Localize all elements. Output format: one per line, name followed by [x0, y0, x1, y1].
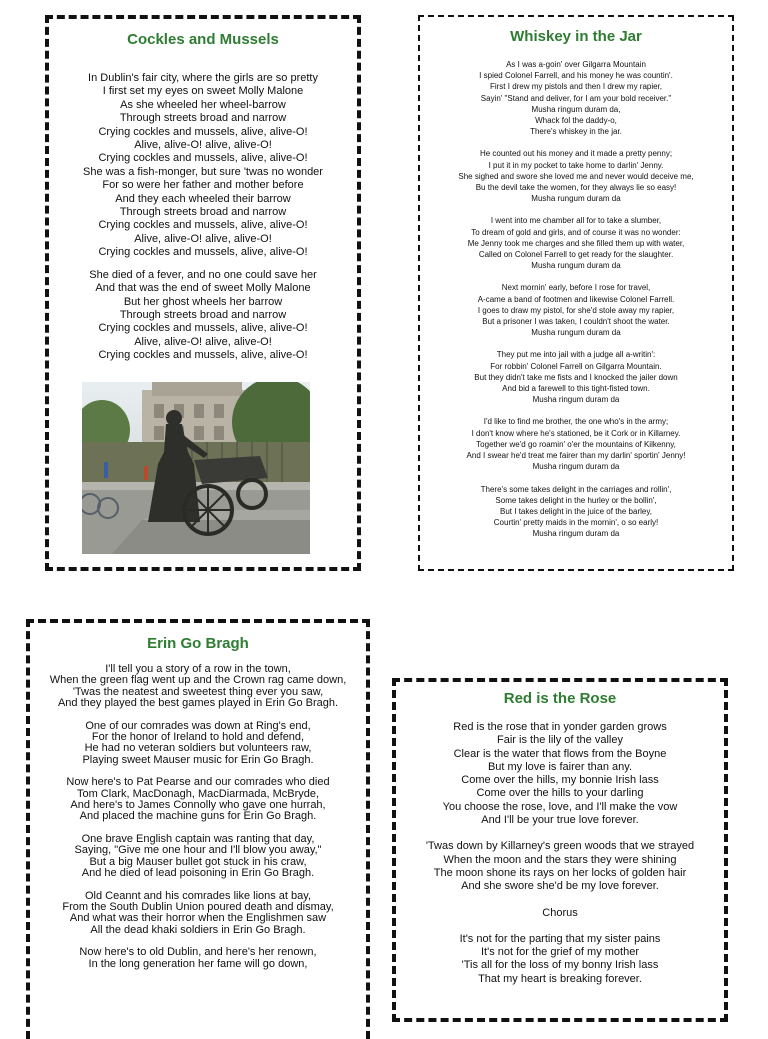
stanza — [396, 907, 724, 920]
lyric-line: Alive, alive-O! alive, alive-O! — [134, 232, 272, 245]
lyric-line: As she wheeled her wheel-barrow — [120, 98, 286, 111]
lyric-line: And they played the best games played in Erin Go Bragh. — [57, 697, 339, 710]
song-card-red-is-the-rose — [392, 678, 728, 1022]
lyric-line: And bid a farewell to this tight-fisted town. — [502, 384, 650, 394]
lyric-line: She sighed and swore she loved me and never would deceive me, — [458, 171, 694, 181]
lyric-line: You choose the rose, love, and I'll make the vow — [442, 800, 678, 813]
lyric-line: Next mornin' early, before I rose for travel, — [501, 283, 651, 293]
lyric-line: 'Tis all for the loss of my bonny Irish lass — [461, 959, 659, 972]
song-title: Cockles and Mussels — [127, 31, 279, 48]
lyric-line: Come over the hills to your darling — [476, 787, 644, 800]
stanza — [420, 484, 732, 540]
lyric-line: I first set my eyes on sweet Molly Malone — [102, 85, 304, 98]
lyric-line: Now here's to old Dublin, and here's her renown, — [79, 946, 317, 959]
stanza — [30, 777, 366, 823]
lyric-line: He had no veteran soldiers but volunteers raw, — [84, 742, 312, 755]
lyric-line: Some takes delight in the hurley or the bollin', — [495, 495, 657, 505]
song-card-erin-go-bragh — [26, 619, 370, 1039]
lyric-line: Crying cockles and mussels, alive, alive-O! — [98, 349, 308, 362]
lyric-line: Courtin' pretty maids in the mornin', o so early! — [493, 518, 659, 528]
lyric-line: Crying cockles and mussels, alive, alive-O! — [98, 219, 308, 232]
lyric-line: And what was their horror when the Englishmen saw — [69, 912, 327, 925]
lyric-line: To dream of gold and girls, and of course it was no wonder: — [471, 227, 681, 237]
lyric-line: Saying, "Give me one hour and I'll blow you away," — [74, 844, 322, 857]
lyric-line: Through streets broad and narrow — [119, 112, 287, 125]
lyric-line: And I'll be your true love forever. — [481, 814, 639, 827]
stanza — [420, 349, 732, 405]
lyric-line: And I swear he'd treat me fairer than my darlin' sportin' Jenny! — [466, 451, 686, 461]
lyric-line: When the green flag went up and the Crown rag came down, — [49, 674, 347, 687]
lyric-line: I went into me chamber all for to take a slumber, — [490, 216, 662, 226]
lyric-line: When the moon and the stars they were shining — [443, 853, 677, 866]
lyric-line: Sayin' "Stand and deliver, for I am your bold receiver." — [480, 93, 672, 103]
lyric-line: It's not for the grief of my mother — [481, 946, 639, 959]
lyric-line: Through streets broad and narrow — [119, 308, 287, 321]
lyric-line: I'd like to find me brother, the one who's in the army; — [483, 417, 669, 427]
lyric-line: But my love is fairer than any. — [487, 760, 633, 773]
stanza — [420, 215, 732, 271]
lyric-line: Musha ringum duram da — [532, 529, 620, 539]
stanza — [49, 72, 357, 260]
lyric-line: As I was a-goin' over Gilgarra Mountain — [506, 60, 646, 69]
lyric-line: But I takes delight in the juice of the barley, — [500, 506, 652, 516]
lyric-line: 'Twas down by Killarney's green woods that we strayed — [425, 840, 695, 853]
lyric-line: Musha rungum duram da — [531, 194, 621, 204]
molly-malone-statue-photo — [82, 382, 310, 554]
lyric-line: Musha ringum duram da, — [531, 104, 621, 114]
stanza — [396, 840, 724, 893]
lyric-line: And here's to James Connolly who gave one hurrah, — [70, 799, 326, 812]
lyric-line: Whack fol the daddy-o, — [535, 116, 617, 126]
lyric-line: There's some takes delight in the carriages and rollin', — [480, 484, 672, 494]
lyric-line: For so were her father and mother before — [102, 179, 304, 192]
lyric-line: All the dead khaki soldiers in Erin Go Bragh. — [90, 923, 306, 936]
stanza — [30, 891, 366, 937]
song-title: Red is the Rose — [503, 690, 617, 707]
stanza — [420, 282, 732, 338]
song-card-cockles-and-mussels — [45, 15, 361, 571]
lyric-line: In the long generation her fame will go down, — [88, 957, 308, 970]
lyric-line: 'Twas the neatest and sweetest thing ever you saw, — [72, 685, 324, 698]
lyric-line: Musha rungum duram da — [531, 328, 621, 338]
lyric-line: I goes to draw my pistol, for she'd stole away my rapier, — [477, 305, 675, 315]
lyric-line: The moon shone its rays on her locks of golden hair — [433, 866, 687, 879]
lyric-line: One brave English captain was ranting that day, — [81, 832, 315, 845]
stanza — [396, 721, 724, 827]
lyric-line: He counted out his money and it made a pretty penny; — [479, 149, 673, 159]
lyric-line: Through streets broad and narrow — [119, 206, 287, 219]
lyric-line: Now here's to Pat Pearse and our comrades who died — [66, 776, 330, 789]
lyric-line: And that was the end of sweet Molly Malone — [95, 282, 311, 295]
lyric-line: For the honor of Ireland to hold and defend, — [91, 731, 305, 744]
lyric-line: And he died of lead poisoning in Erin Go Bragh. — [81, 867, 315, 880]
lyric-line: Alive, alive-O! alive, alive-O! — [134, 335, 272, 348]
stanza — [30, 834, 366, 880]
lyric-line: Red is the rose that in yonder garden grows — [453, 721, 667, 733]
stanza — [30, 664, 366, 710]
stanza — [30, 947, 366, 970]
stanza — [49, 269, 357, 363]
lyric-line: And they each wheeled their barrow — [115, 192, 291, 205]
song-lyrics — [420, 59, 732, 540]
lyric-line: That my heart is breaking forever. — [478, 972, 642, 985]
lyric-line: Playing sweet Mauser music for Erin Go Bragh. — [82, 753, 314, 766]
stanza — [420, 416, 732, 472]
lyric-line: They put me into jail with a judge all a-writin': — [496, 350, 656, 360]
lyric-line: Old Ceannt and his comrades like lions at bay, — [84, 889, 312, 902]
lyric-line: She was a fish-monger, but sure 'twas no wonder — [83, 165, 323, 178]
lyric-line: I'll tell you a story of a row in the town, — [105, 663, 291, 675]
lyric-line: But her ghost wheels her barrow — [123, 295, 283, 308]
lyric-line: There's whiskey in the jar. — [530, 127, 622, 137]
lyric-line: Tom Clark, MacDonagh, MacDiarmada, McBryde, — [76, 787, 320, 800]
song-card-whiskey-in-the-jar — [418, 15, 734, 571]
lyric-line: And placed the machine guns for Erin Go Bragh. — [79, 810, 317, 823]
stanza — [396, 933, 724, 986]
lyric-line: I don't know where he's stationed, be it Cork or in Killarney. — [471, 428, 681, 438]
lyric-line: Crying cockles and mussels, alive, alive-O! — [98, 152, 308, 165]
lyric-line: It's not for the parting that my sister pains — [459, 932, 661, 945]
lyric-line: Alive, alive-O! alive, alive-O! — [134, 139, 272, 152]
lyric-line: Fair is the lily of the valley — [497, 734, 623, 747]
stanza — [420, 59, 732, 137]
lyric-line: First I drew my pistols and then I drew my rapier, — [489, 82, 663, 92]
lyric-line: Crying cockles and mussels, alive, alive-O! — [98, 322, 308, 335]
song-lyrics — [30, 664, 366, 970]
stanza — [420, 148, 732, 204]
lyric-line: Musha rungum duram da — [531, 261, 621, 271]
lyric-line: Bu the devil take the women, for they always lie so easy! — [475, 183, 677, 193]
song-lyrics — [396, 721, 724, 986]
lyric-line: Musha ringum duram da — [532, 395, 620, 405]
lyric-line: Come over the hills, my bonnie Irish lass — [461, 774, 659, 787]
lyric-line: But a prisoner I was taken, I couldn't shoot the water. — [482, 317, 670, 327]
lyric-line: Called on Colonel Farrell to get ready for the slaughter. — [478, 250, 674, 260]
lyric-line: But a big Mauser bullet got stuck in his craw, — [89, 855, 307, 868]
lyric-line: Musha ringum duram da — [532, 462, 620, 472]
lyric-line: Crying cockles and mussels, alive, alive-O! — [98, 246, 308, 259]
lyric-line: I spied Colonel Farrell, and his money he was countin'. — [479, 71, 673, 81]
lyric-line: From the South Dublin Union poured death and dismay, — [62, 900, 334, 913]
song-lyrics — [49, 72, 357, 363]
lyric-line: For robbin' Colonel Farrell on Gilgarra Mountain. — [490, 361, 662, 371]
lyric-line: She died of a fever, and no one could save her — [89, 268, 317, 281]
lyric-line: Chorus — [542, 906, 578, 919]
lyric-line: Together we'd go roamin' o'er the mountains of Kilkenny, — [476, 439, 676, 449]
lyric-line: One of our comrades was down at Ring's end, — [85, 719, 311, 732]
lyric-line: I put it in my pocket to take home to darlin' Jenny. — [488, 160, 664, 170]
lyric-line: But they didn't take me fists and I knocked the jailer down — [474, 372, 678, 382]
song-title: Whiskey in the Jar — [510, 28, 642, 45]
lyric-line: A-came a band of footmen and likewise Colonel Farrell. — [477, 294, 675, 304]
lyric-line: Me Jenny took me charges and she filled them up with water, — [467, 238, 685, 248]
lyric-line: Crying cockles and mussels, alive, alive-O! — [98, 125, 308, 138]
song-title: Erin Go Bragh — [147, 635, 249, 652]
lyric-line: Clear is the water that flows from the Boyne — [453, 747, 667, 760]
lyric-line: And she swore she'd be my love forever. — [461, 880, 659, 893]
stanza — [30, 721, 366, 767]
lyric-line: In Dublin's fair city, where the girls are so pretty — [88, 72, 318, 84]
